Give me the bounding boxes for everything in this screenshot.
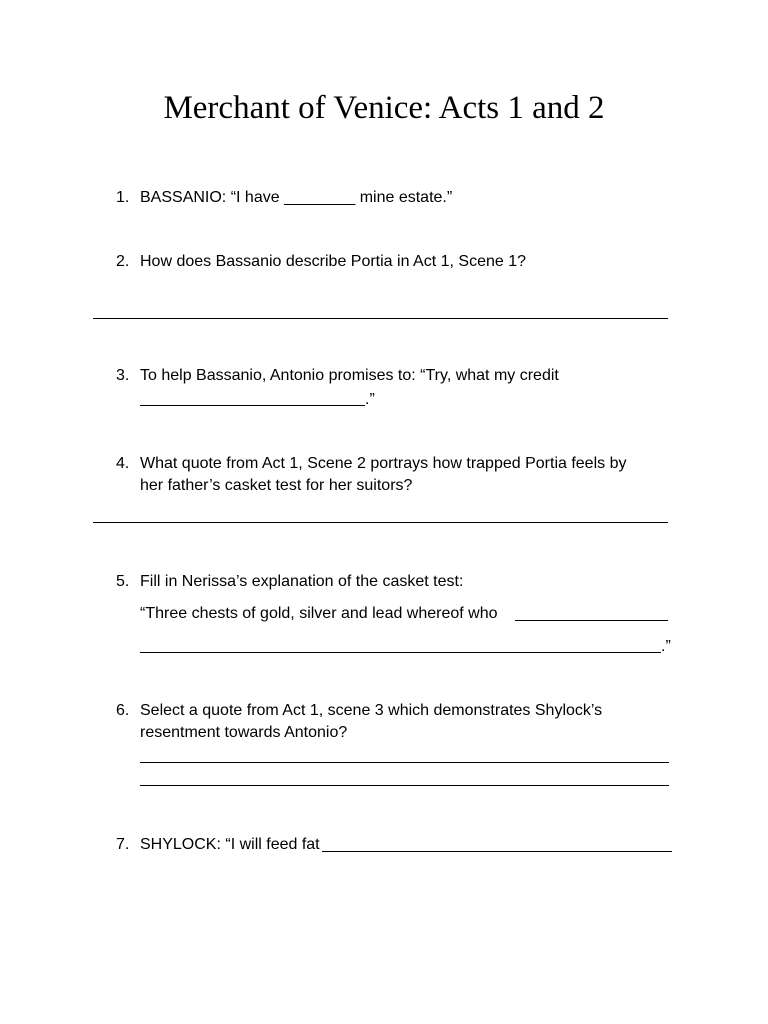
question-text-before: BASSANIO: “I have — [140, 189, 285, 206]
answer-line — [140, 762, 669, 763]
question-text-line-1: What quote from Act 1, Scene 2 portrays how trapped Portia feels by — [140, 455, 627, 472]
question-number: 7. — [116, 836, 130, 853]
question-text-line-2: resentment towards Antonio? — [140, 724, 348, 741]
quote-text: “Three chests of gold, silver and lead whereof who — [140, 605, 498, 622]
question-text-line-2: her father’s casket test for her suitors? — [140, 477, 413, 494]
answer-line — [140, 405, 365, 406]
answer-line — [93, 522, 668, 523]
question-number: 1. — [116, 189, 130, 206]
question-text: SHYLOCK: “I will feed fat — [140, 836, 320, 853]
question-number: 2. — [116, 253, 130, 270]
answer-line — [93, 318, 668, 319]
question-text-after: mine estate.” — [355, 189, 453, 206]
quote-close: .” — [365, 391, 375, 408]
answer-line — [140, 785, 669, 786]
answer-line — [515, 620, 668, 621]
question-number: 4. — [116, 455, 130, 472]
question-number: 5. — [116, 573, 130, 590]
answer-line — [140, 652, 661, 653]
question-number: 6. — [116, 702, 130, 719]
question-text: To help Bassanio, Antonio promises to: “Try, what my credit — [140, 367, 559, 384]
question-text-line-1: Select a quote from Act 1, scene 3 which demonstrates Shylock’s — [140, 702, 603, 719]
page-title: Merchant of Venice: Acts 1 and 2 — [163, 90, 605, 126]
question-text — [140, 187, 452, 209]
question-number: 3. — [116, 367, 130, 384]
question-text: Fill in Nerissa’s explanation of the casket test: — [140, 573, 464, 590]
quote-close: .” — [661, 638, 671, 655]
answer-line — [322, 851, 672, 852]
fill-in-blank: ________ — [284, 189, 356, 206]
question-text: How does Bassanio describe Portia in Act 1, Scene 1? — [140, 253, 526, 270]
